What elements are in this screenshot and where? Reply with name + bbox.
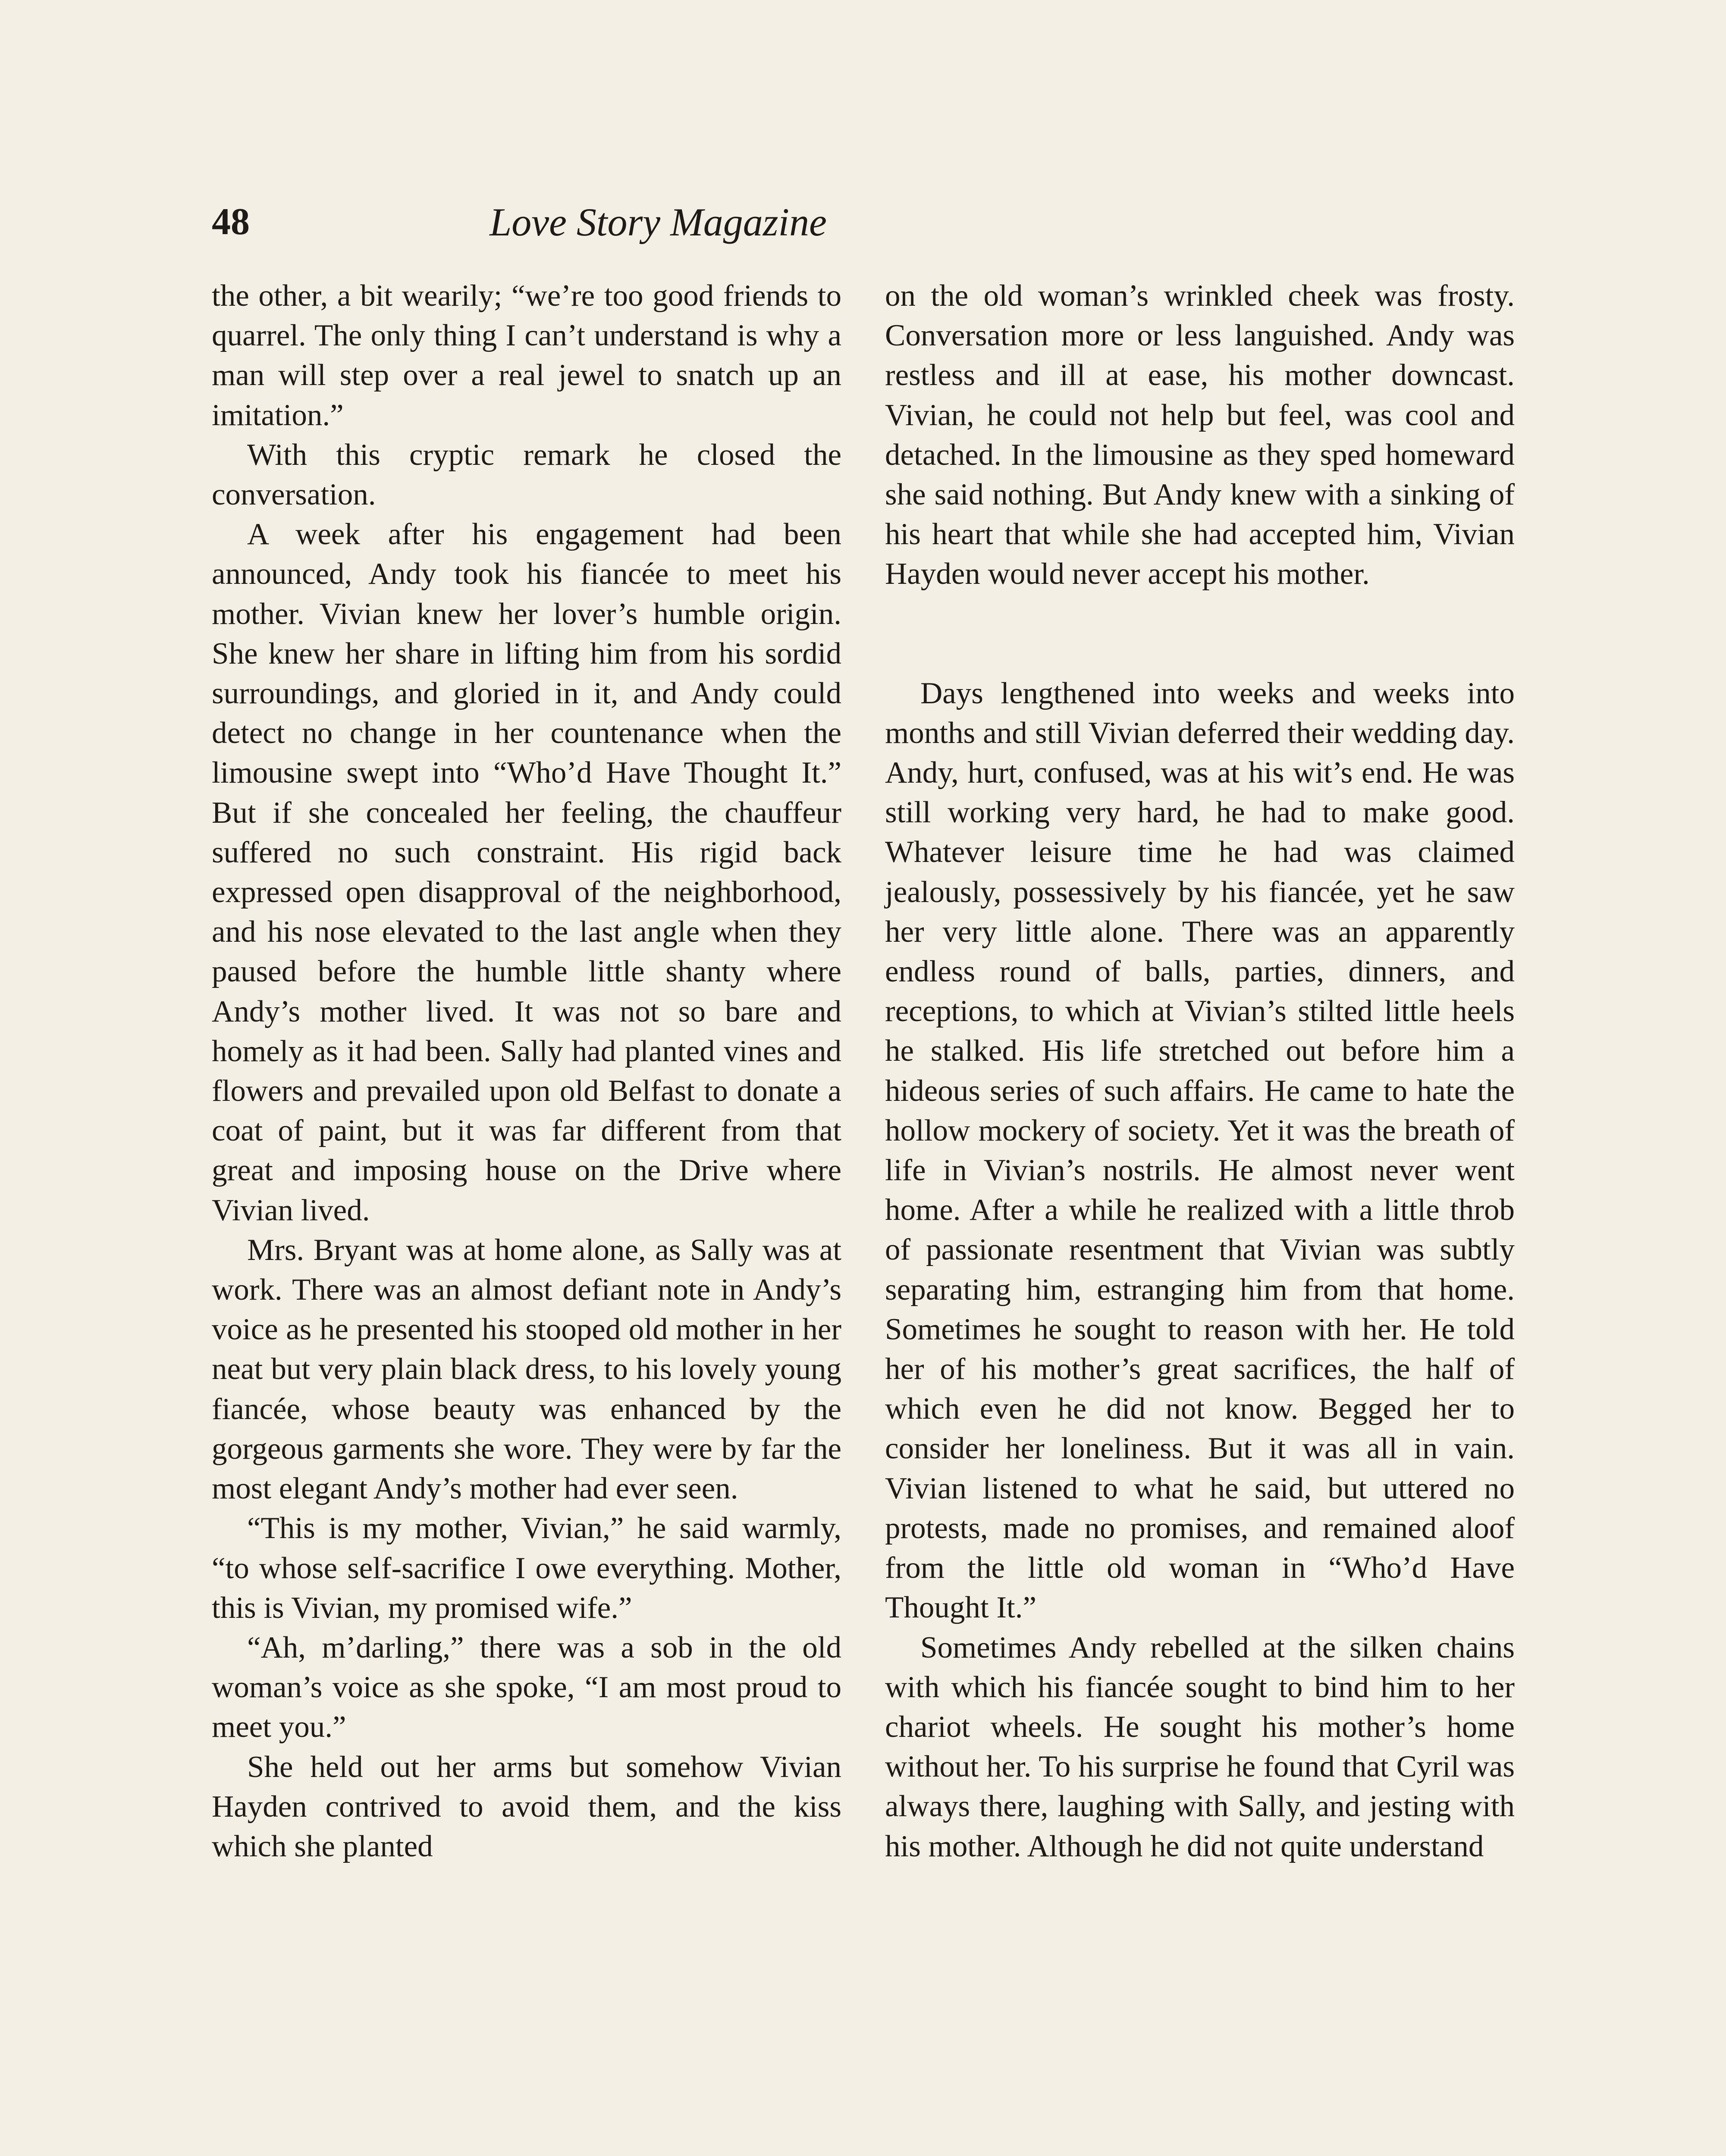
paragraph: “This is my mother, Vivian,” he said warmly, “to whose self-sacrifice I owe everything. Mother, this is Vivian, my promised wife.” [212, 1511, 841, 1625]
running-title: Love Story Magazine [490, 200, 827, 244]
left-column [212, 276, 841, 1866]
page-header [212, 194, 1105, 263]
paragraph: on the old woman’s wrinkled cheek was frosty. Conversation more or less languished. Andy was restless and ill at ease, his mother downcast. Vivian, he could not help but feel, was cool and detached. In the limousine as they sped homeward she said nothing. But Andy knew with a sinking of his heart that while she had accepted him, Vivian Hayden would never accept his mother. [885, 279, 1515, 591]
paragraph: She held out her arms but somehow Vivian Hayden contrived to avoid them, and the kiss which she planted [212, 1750, 841, 1863]
paragraph: Sometimes Andy rebelled at the silken chains with which his fiancée sought to bind him to her chariot wheels. He sought his mother’s home without her. To his surprise he found that Cyril was always there, laughing with Sally, and jesting with his mother. Although he did not quite understand [885, 1630, 1515, 1863]
paragraph: the other, a bit wearily; “we’re too good friends to quarrel. The only thing I can’t understand is why a man will step over a real jewel to snatch up an imitation.” [212, 279, 841, 432]
paragraph: “Ah, m’darling,” there was a sob in the old woman’s voice as she spoke, “I am most proud to meet you.” [212, 1630, 841, 1744]
paragraph: Mrs. Bryant was at home alone, as Sally was at work. There was an almost defiant note in Andy’s voice as he presented his stooped old mother in her neat but very plain black dress, to his lovely young fiancée, whose beauty was enhanced by the gorgeous garments she wore. They were by far the most elegant Andy’s mother had ever seen. [212, 1233, 841, 1506]
section-break [885, 594, 1515, 674]
page-number: 48 [212, 201, 250, 243]
paragraph: With this cryptic remark he closed the conversation. [212, 438, 841, 512]
paragraph: A week after his engagement had been announced, Andy took his fiancée to meet his mother. Vivian knew her lover’s humble origin. She knew her share in lifting him from his sordid surroundings, and gloried in it, and Andy could detect no change in her countenance when the limousine swept into “Who’d Have Thought It.” But if she concealed her feeling, the chauffeur suffered no such constraint. His rigid back expressed open disapproval of the neighborhood, and his nose elevated to the last angle when they paused before the humble little shanty where Andy’s mother lived. It was not so bare and homely as it had been. Sally had planted vines and flowers and prevailed upon old Belfast to donate a coat of paint, but it was far different from that great and imposing house on the Drive where Vivian lived. [212, 517, 841, 1227]
right-column [885, 276, 1515, 1866]
paragraph: Days lengthened into weeks and weeks into months and still Vivian deferred their wedding day. Andy, hurt, confused, was at his wit’s end. He was still working very hard, he had to make good. Whatever leisure time he had was claimed jealously, possessively by his fiancée, yet he saw her very little alone. There was an apparently endless round of balls, parties, dinners, and receptions, to which at Vivian’s stilted little heels he stalked. His life stretched out before him a hideous series of such affairs. He came to hate the hollow mockery of society. Yet it was the breath of life in Vivian’s nostrils. He almost never went home. After a while he realized with a little throb of passionate resentment that Vivian was subtly separating him, estranging him from that home. Sometimes he sought to reason with her. He told her of his mother’s great sacrifices, the half of which even he did not know. Begged her to consider her loneliness. But it was all in vain. Vivian listened to what he said, but uttered no protests, made no promises, and remained aloof from the little old woman in “Who’d Have Thought It.” [885, 676, 1515, 1625]
